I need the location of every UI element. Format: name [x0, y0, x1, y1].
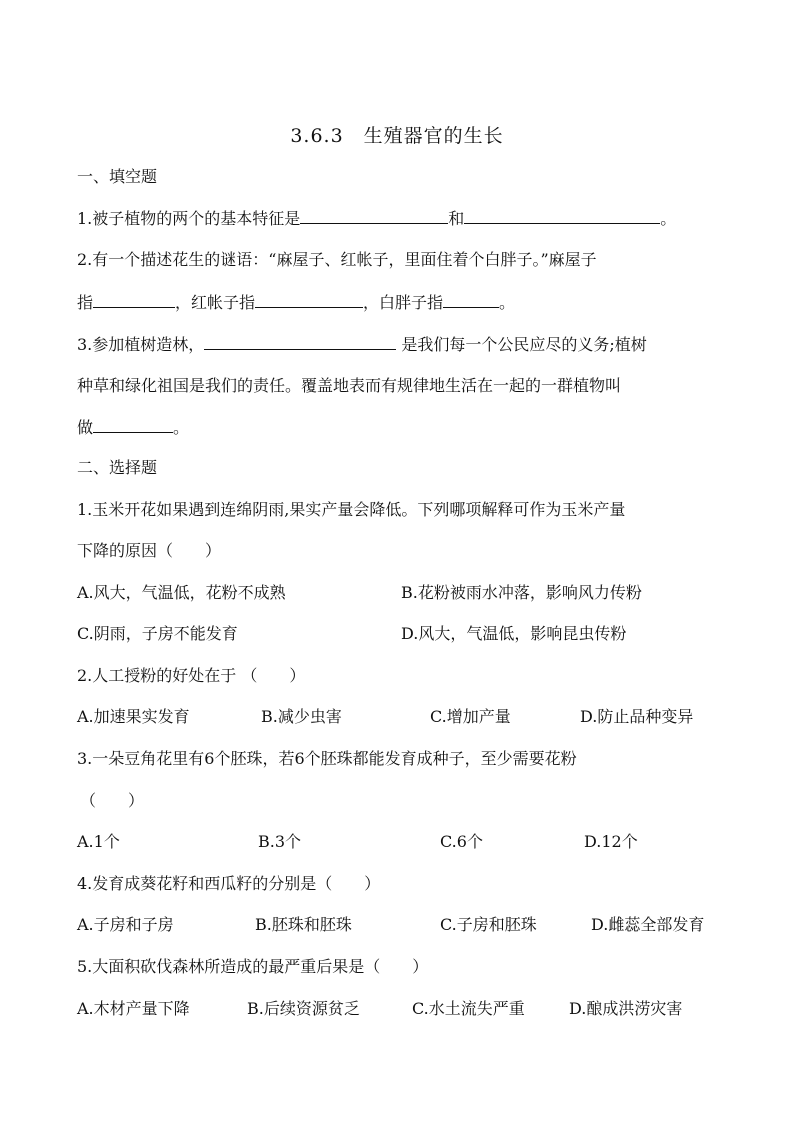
question-choice-1-line1: 1.玉米开花如果遇到连绵阴雨,果实产量会降低。下列哪项解释可作为玉米产量: [77, 500, 626, 519]
answer-blank[interactable]: [464, 207, 660, 224]
choice-option-c[interactable]: C.增加产量: [430, 707, 511, 726]
answer-blank[interactable]: [93, 416, 173, 433]
choice-option-d[interactable]: D.12个: [584, 832, 638, 851]
answer-blank[interactable]: [443, 291, 499, 308]
question-choice-3-paren: （ ）: [80, 791, 145, 810]
page-title: 3.6.3 生殖器官的生长: [290, 125, 504, 147]
choice-option-b[interactable]: B.胚珠和胚珠: [255, 915, 352, 934]
choice-option-a[interactable]: A.木材产量下降: [77, 999, 190, 1018]
question-text: 是我们每一个公民应尽的义务;植树: [396, 335, 647, 354]
question-text: ，白胖子指: [363, 293, 444, 312]
answer-blank[interactable]: [255, 291, 363, 308]
question-fill-2-line1: 2.有一个描述花生的谜语：“麻屋子、红帐子，里面住着个白胖子。”麻屋子: [77, 250, 597, 269]
question-fill-2-line2: [77, 291, 515, 314]
answer-blank[interactable]: [204, 333, 396, 350]
question-fill-3-line2: 种草和绿化祖国是我们的责任。覆盖地表而有规律地生活在一起的一群植物叫: [77, 376, 622, 395]
question-choice-2: 2.人工授粉的好处在于 （ ）: [77, 666, 306, 685]
question-fill-3-line1: [77, 333, 647, 356]
choice-option-b[interactable]: B.后续资源贫乏: [247, 999, 360, 1018]
question-text: 。: [173, 418, 190, 437]
question-text: ，红帐子指: [175, 293, 256, 312]
question-choice-4: 4.发育成葵花籽和西瓜籽的分别是（ ）: [77, 874, 381, 893]
choice-option-a[interactable]: A.子房和子房: [77, 915, 174, 934]
choice-option-d[interactable]: D.雌蕊全部发育: [591, 915, 705, 934]
section-heading-choice: 二、选择题: [77, 458, 158, 477]
choice-option-c[interactable]: C.子房和胚珠: [440, 915, 537, 934]
choice-option-d[interactable]: D.防止品种变异: [580, 707, 694, 726]
choice-option-d[interactable]: D.风大，气温低，影响昆虫传粉: [401, 624, 627, 643]
question-text: 1.被子植物的两个的基本特征是: [77, 209, 301, 228]
choice-option-c[interactable]: C.6个: [440, 832, 483, 851]
question-text: 和: [448, 209, 465, 228]
answer-blank[interactable]: [93, 291, 175, 308]
question-text: 3.参加植树造林，: [77, 335, 205, 354]
question-text: 指: [77, 293, 94, 312]
choice-option-b[interactable]: B.花粉被雨水冲落，影响风力传粉: [401, 583, 642, 602]
choice-option-a[interactable]: A.风大，气温低，花粉不成熟: [77, 583, 286, 602]
answer-blank[interactable]: [300, 207, 448, 224]
question-choice-1-line2: 下降的原因（ ）: [77, 541, 222, 560]
question-text: 。: [499, 293, 516, 312]
section-heading-fill-in: 一、填空题: [77, 167, 158, 186]
question-choice-3: 3.一朵豆角花里有6个胚珠，若6个胚珠都能发育成种子，至少需要花粉: [77, 749, 577, 768]
choice-option-b[interactable]: B.3个: [258, 832, 302, 851]
choice-option-b[interactable]: B.减少虫害: [261, 707, 342, 726]
question-choice-5: 5.大面积砍伐森林所造成的最严重后果是（ ）: [77, 957, 429, 976]
choice-option-a[interactable]: A.1个: [77, 832, 120, 851]
choice-option-c[interactable]: C.阴雨，子房不能发育: [77, 624, 238, 643]
question-text: 。: [660, 209, 677, 228]
question-fill-1: [77, 207, 676, 230]
question-fill-3-line3: [77, 416, 189, 439]
choice-option-a[interactable]: A.加速果实发育: [77, 707, 190, 726]
question-text: 做: [77, 418, 94, 437]
choice-option-c[interactable]: C.水土流失严重: [412, 999, 525, 1018]
choice-option-d[interactable]: D.酿成洪涝灾害: [569, 999, 683, 1018]
